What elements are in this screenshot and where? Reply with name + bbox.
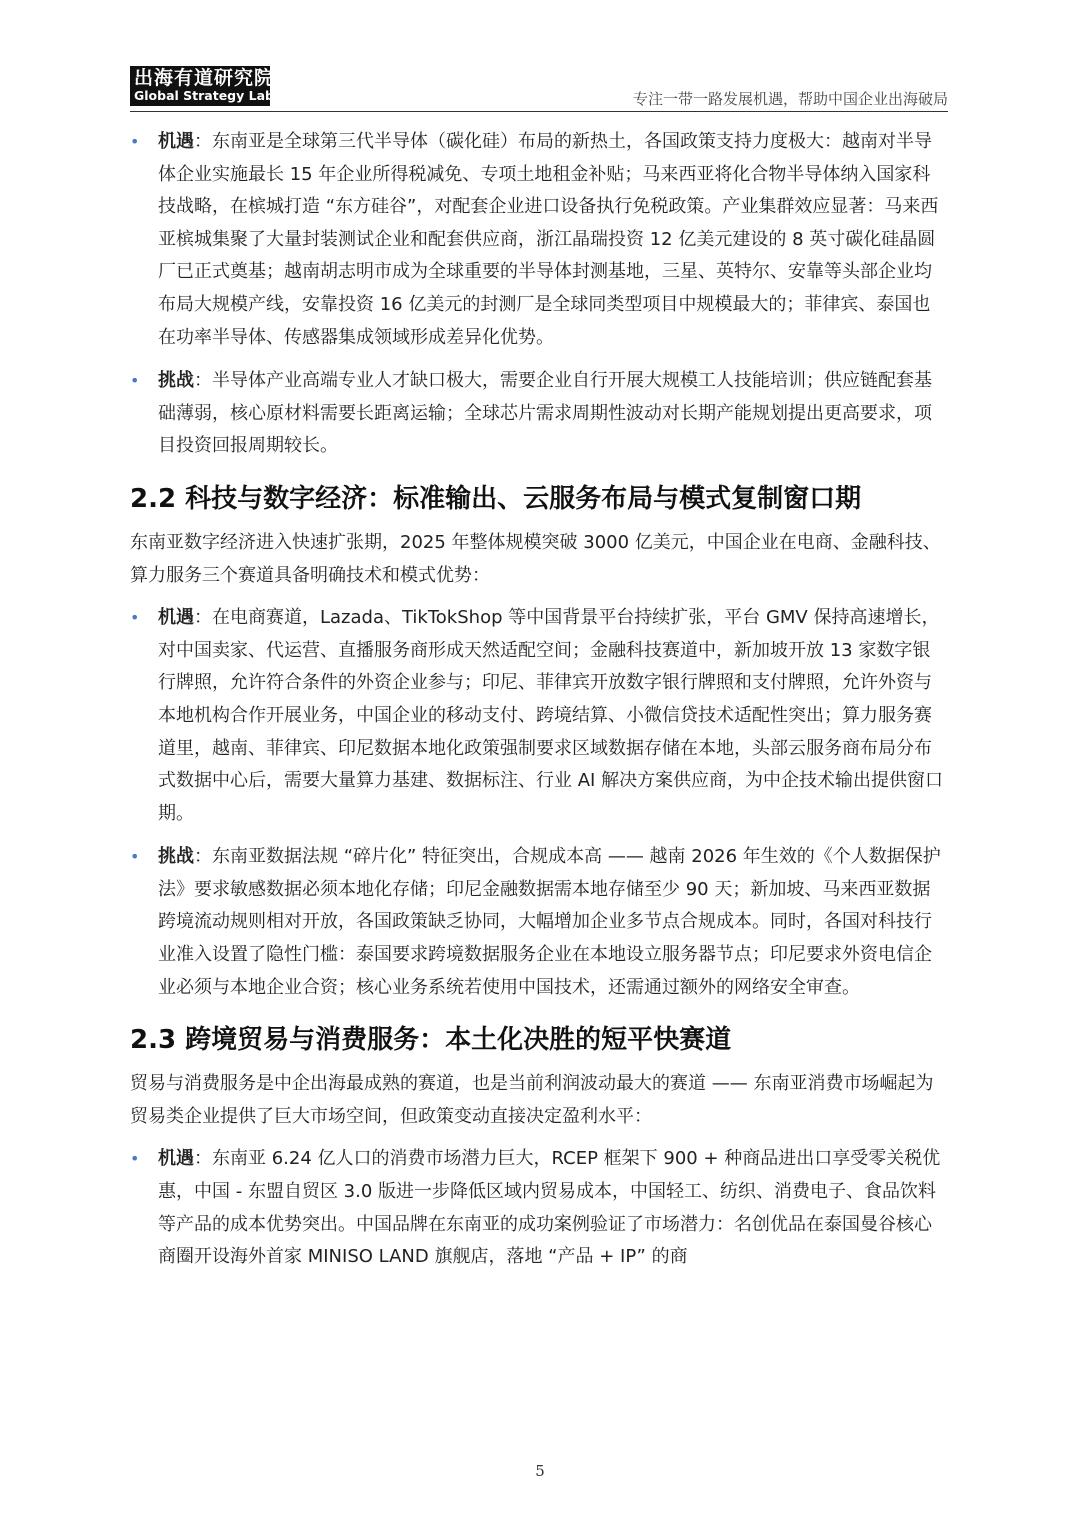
- bullet-dot-icon: •: [130, 371, 140, 391]
- bullet-dot-icon: •: [130, 1149, 140, 1169]
- bullet-text: ：东南亚 6.24 亿人口的消费市场潜力巨大，RCEP 框架下 900 + 种商品进出口享受零关税优惠，中国 - 东盟自贸区 3.0 版进一步降低区域内贸易成本，中国轻工、纺织、消费电子、食品饮料等产品的成本优势突出。中国品牌在东南亚的成功案例验证了市场潜力：名创优品在泰国曼谷核心商圈开设海外首家 MINISO LAND 旗舰店，落地 “产品 + IP” 的商: [158, 1148, 941, 1268]
- bullet-digital-opportunity: [130, 602, 948, 830]
- section-intro-2-3: 贸易与消费服务是中企出海最成熟的赛道，也是当前利润波动最大的赛道 —— 东南亚消费市场崛起为贸易类企业提供了巨大市场空间，但政策变动直接决定盈利水平：: [130, 1073, 934, 1127]
- section-heading-2-3: 2.3 跨境贸易与消费服务：本土化决胜的短平快赛道: [130, 1025, 732, 1056]
- bullet-label: 机遇: [158, 131, 194, 152]
- bullet-digital-challenge: [130, 841, 948, 1004]
- bullet-dot-icon: •: [130, 608, 140, 628]
- page-header: [130, 66, 948, 108]
- bullet-text: ：在电商赛道，Lazada、TikTokShop 等中国背景平台持续扩张，平台 GMV 保持高速增长，对中国卖家、代运营、直播服务商形成天然适配空间；金融科技赛道中，新加坡开放 13 家数字银行牌照，允许符合条件的外资企业参与；印尼、菲律宾开放数字银行牌照和支付牌照，允许外资与本地机构合作开展业务，中国企业的移动支付、跨境结算、小微信贷技术适配性突出；算力服务赛道里，越南、菲律宾、印尼数据本地化政策强制要求区域数据存储在本地，头部云服务商布局分布式数据中心后，需要大量算力基建、数据标注、行业 AI 解决方案供应商，为中企技术输出提供窗口期。: [158, 607, 944, 824]
- header-divider: [130, 111, 948, 112]
- section-heading-2-2: 2.2 科技与数字经济：标准输出、云服务布局与模式复制窗口期: [130, 483, 862, 514]
- bullet-semiconductor-opportunity: [130, 126, 948, 354]
- bullet-dot-icon: •: [130, 847, 140, 867]
- bullet-text: ：半导体产业高端专业人才缺口极大，需要企业自行开展大规模工人技能培训；供应链配套基础薄弱，核心原材料需要长距离运输；全球芯片需求周期性波动对长期产能规划提出更高要求，项目投资回报周期较长。: [158, 370, 932, 457]
- bullet-semiconductor-challenge: [130, 365, 948, 463]
- page-number: 5: [535, 1462, 545, 1480]
- bullet-dot-icon: •: [130, 132, 140, 151]
- logo-text-en: Global Strategy Lab: [134, 88, 274, 103]
- section-intro-2-2: 东南亚数字经济进入快速扩张期，2025 年整体规模突破 3000 亿美元，中国企业在电商、金融科技、算力服务三个赛道具备明确技术和模式优势：: [130, 531, 941, 586]
- bullet-label: 机遇: [158, 607, 194, 629]
- logo: [130, 66, 275, 106]
- bullet-trade-opportunity: [130, 1143, 948, 1273]
- header-tagline: 专注一带一路发展机遇，帮助中国企业出海破局: [632, 90, 948, 108]
- bullet-label: 挑战: [158, 846, 194, 868]
- logo-text-cn: 出海有道研究院: [134, 67, 275, 89]
- bullet-text: ：东南亚数据法规 “碎片化” 特征突出，合规成本高 —— 越南 2026 年生效的《个人数据保护法》要求敏感数据必须本地化存储；印尼金融数据需本地存储至少 90 天；新加坡、马来西亚数据跨境流动规则相对开放，各国政策缺乏协同，大幅增加企业多节点合规成本。同时，各国对科技行业准入设置了隐性门槛：泰国要求跨境数据服务企业在本地设立服务器节点；印尼要求外资电信企业必须与本地企业合资；核心业务系统若使用中国技术，还需通过额外的网络安全审查。: [158, 846, 941, 998]
- bullet-text: ：东南亚是全球第三代半导体（碳化硅）布局的新热土，各国政策支持力度极大：越南对半导体企业实施最长 15 年企业所得税减免、专项土地租金补贴；马来西亚将化合物半导体纳入国家科技战略，在槟城打造 “东方硅谷”，对配套企业进口设备执行免税政策。产业集群效应显著：马来西亚槟城集聚了大量封装测试企业和配套供应商，浙江晶瑞投资 12 亿美元建设的 8 英寸碳化硅晶圆厂已正式奠基；越南胡志明市成为全球重要的半导体封测基地，三星、英特尔、安靠等头部企业均布局大规模产线，安靠投资 16 亿美元的封测厂是全球同类型项目中规模最大的；菲律宾、泰国也在功率半导体、传感器集成领域形成差异化优势。: [158, 131, 939, 348]
- bullet-label: 机遇: [158, 1148, 194, 1170]
- bullet-label: 挑战: [158, 370, 194, 392]
- page-content: [130, 126, 948, 1285]
